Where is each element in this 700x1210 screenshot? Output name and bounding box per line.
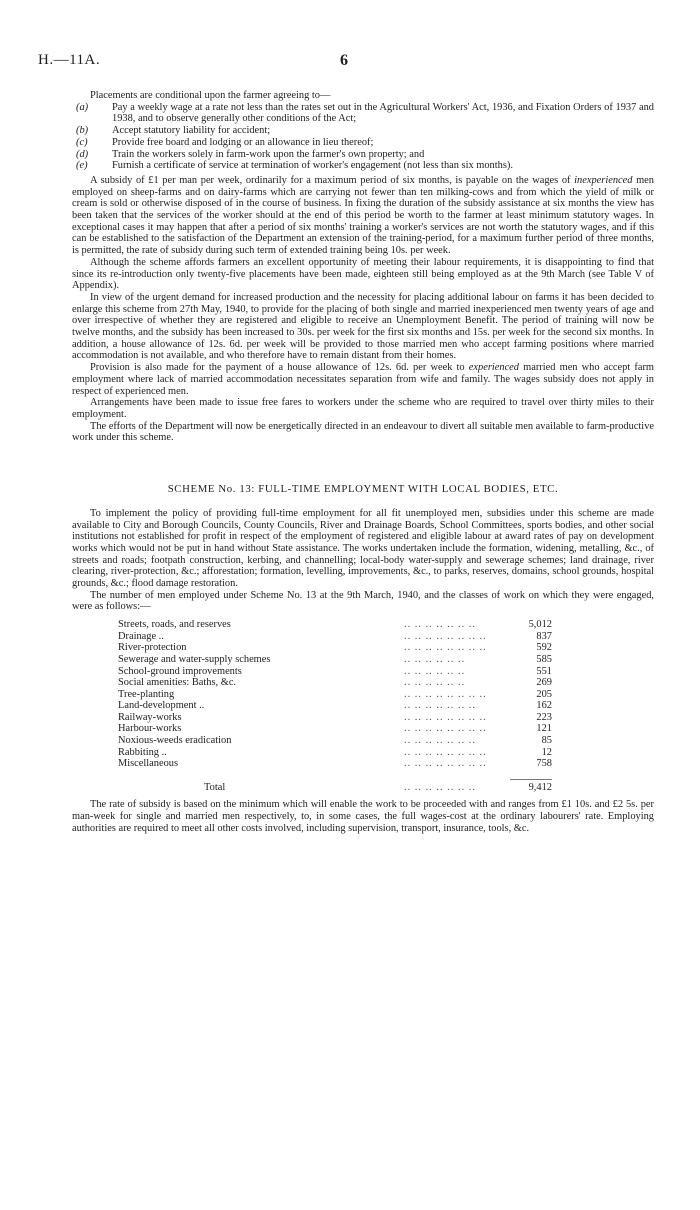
work-count: 551 xyxy=(536,665,552,677)
conditions-intro: Placements are conditional upon the farmer agreeing to— xyxy=(90,90,331,101)
body-text xyxy=(72,90,654,835)
scheme-employment-intro: The number of men employed under Scheme No. 13 at the 9th March, 1940, and the classes of work on which they were engaged, were as follows:— xyxy=(72,589,654,613)
condition-text: Furnish a certificate of service at termination of worker's engagement (not less than six months). xyxy=(112,160,513,172)
condition-item xyxy=(72,149,654,161)
work-count: 162 xyxy=(536,700,552,712)
total-count: 9,412 xyxy=(528,781,552,793)
condition-text: Pay a weekly wage at a rate not less than the rates set out in the Agricultural Workers' Act, 1936, and Fixation Orders of 1937 and 1938, and to observe generally other conditions of the Act; xyxy=(112,101,654,125)
table-row xyxy=(118,700,552,712)
condition-item xyxy=(72,125,654,137)
leader-dots: .. .. .. .. .. .. .. .. xyxy=(404,723,487,735)
leader-dots: .. .. .. .. .. .. xyxy=(404,665,466,677)
work-count: 85 xyxy=(541,735,552,747)
work-count: 5,012 xyxy=(528,619,552,631)
table-row xyxy=(118,677,552,689)
leader-dots: .. .. .. .. .. .. xyxy=(404,677,466,689)
work-category: Tree-planting xyxy=(118,688,175,700)
work-count: 269 xyxy=(536,677,552,689)
total-label: Total xyxy=(204,781,226,793)
enlargement-paragraph: In view of the urgent demand for increased production and the necessity for placing additional labour on farms it has been decided to enlarge this scheme from 27th May, 1940, to provide for the placing of both single and married inexperienced men twenty years of age and over irrespective of whether they are registered and eligible to receive an Unemployment Benefit. The period of training will now be twelve months, and the subsidy has been increased to 30s. per week for the first six months and 15s. per week for the second six months. In addition, a house allowance of 12s. 6d. per week will be provided to those married men who accept farming positions where married accommodation is not available, and who therefore have to remain distant from their homes. xyxy=(72,291,654,362)
work-category: Drainage .. xyxy=(118,630,164,642)
free-fares-paragraph: Arrangements have been made to issue free fares to workers under the scheme who are required to travel over thirty miles to their employment. xyxy=(72,397,654,420)
table-row xyxy=(118,666,552,678)
work-category: School-ground improvements xyxy=(118,665,242,677)
condition-text: Provide free board and lodging or an allowance in lieu thereof; xyxy=(112,136,374,148)
work-category: Miscellaneous xyxy=(118,758,179,770)
leader-dots: .. .. .. .. .. .. .. .. xyxy=(404,758,487,770)
leader-dots: .. .. .. .. .. .. .. .. xyxy=(404,711,487,723)
table-row xyxy=(118,712,552,724)
table-row xyxy=(118,758,552,770)
leader-dots: .. .. .. .. .. .. .. xyxy=(404,700,476,712)
leader-dots: .. .. .. .. .. .. .. .. xyxy=(404,746,487,758)
sum-rule xyxy=(510,770,552,780)
table-row xyxy=(118,642,552,654)
leader-dots: .. .. .. .. .. .. .. xyxy=(404,781,476,793)
total-row xyxy=(118,779,552,793)
table-row xyxy=(118,735,552,747)
leader-dots: .. .. .. .. .. .. xyxy=(404,653,466,665)
condition-marker: (e) xyxy=(76,160,88,172)
table-row xyxy=(118,723,552,735)
work-count: 585 xyxy=(536,653,552,665)
condition-text: Train the workers solely in farm-work upon the farmer's own property; and xyxy=(112,148,425,160)
work-count: 121 xyxy=(536,723,552,735)
work-category: Railway-works xyxy=(118,711,182,723)
table-row xyxy=(118,631,552,643)
condition-marker: (b) xyxy=(76,125,89,137)
document-code: H.—11A. xyxy=(38,52,101,68)
subsidy-text-end: men employed on sheep-farms and on dairy-farms which are carrying not fewer than ten milking-cows and from which the yield of milk or cream is sold or otherwise disposed of in the course of business. In fixing the duration of the subsidy assistance at six months the view has been taken that the services of the worker should at the end of this period be worth to the farmer at least minimum statutory wages. In exceptional cases it may happen that after a period of six months' training a worker's services are not worth the statutory wages, and if this can be established to the satisfaction of the Department an extension of the training-period, for a maximum further period of three months, is permitted, the rate of subsidy during such term of extended training being 10s. per week. xyxy=(72,174,654,257)
scheme-heading: SCHEME No. 13: FULL-TIME EMPLOYMENT WITH LOCAL BODIES, ETC. xyxy=(167,483,559,496)
leader-dots: .. .. .. .. .. .. .. xyxy=(404,619,476,631)
condition-text: Accept statutory liability for accident; xyxy=(112,125,271,137)
works-table xyxy=(118,619,552,793)
table-row xyxy=(118,619,552,631)
page-number: 6 xyxy=(340,52,348,69)
subsidy-rate-paragraph: The rate of subsidy is based on the minimum which will enable the work to be proceeded with and ranges from £1 10s. and £2 5s. per man-week for single and married men respectively, to, in some cases, the full wages-cost at the ordinary labourers' rate. Employing authorities are required to meet all other costs involved, including supervision, transport, insurance, tools, &c. xyxy=(72,799,654,834)
subsidy-text-start: A subsidy of £1 per man per week, ordinarily for a maximum period of six months, is payable on the wages of xyxy=(90,174,575,186)
work-category: Rabbiting .. xyxy=(118,746,167,758)
condition-marker: (d) xyxy=(76,148,89,160)
work-category: Sewerage and water-supply schemes xyxy=(118,653,271,665)
scheme-description-paragraph: To implement the policy of providing full-time employment for all fit unemployed men, subsidies under this scheme are made available to City and Borough Councils, County Councils, River and Drainage Boards, School Committees, sports bodies, and other social institutions not established for profit in respect of the employment of registered and eligible labour at award rates of pay on development works which would not be put in hand without State assistance. The works undertaken include the formation, widening, metalling, &c., of streets and roads; footpath construction, kerbing, and channelling; local-body water-supply and sewerage schemes; land drainage, river clearing, river-protection, &c.; afforestation; formation, levelling, improvements, &c., to parks, reserves, domains, school grounds, hospital grounds, &c.; flood damage restoration. xyxy=(72,507,654,590)
work-category: Social amenities: Baths, &c. xyxy=(118,677,237,689)
sum-rule-spacer xyxy=(404,770,510,780)
table-row xyxy=(118,747,552,759)
condition-item xyxy=(72,102,654,125)
condition-item xyxy=(72,160,654,172)
emphasis-experienced: experienced xyxy=(468,362,519,374)
work-category: Streets, roads, and reserves xyxy=(118,619,231,631)
work-category: Land-development .. xyxy=(118,700,205,712)
table-row xyxy=(118,689,552,701)
work-category: Noxious-weeds eradication xyxy=(118,735,232,747)
condition-item xyxy=(72,137,654,149)
sum-rule-spacer xyxy=(118,770,404,780)
condition-marker: (c) xyxy=(76,136,88,148)
subsidy-paragraph xyxy=(72,175,654,257)
conditions-list xyxy=(72,102,654,172)
leader-dots: .. .. .. .. .. .. .. xyxy=(404,735,476,747)
leader-dots: .. .. .. .. .. .. .. .. xyxy=(404,642,487,654)
leader-dots: .. .. .. .. .. .. .. .. xyxy=(404,688,487,700)
work-count: 837 xyxy=(536,630,552,642)
house-allowance-text-start: Provision is also made for the payment of a house allowance of 12s. 6d. per week to xyxy=(90,362,469,374)
work-count: 223 xyxy=(536,711,552,723)
work-category: Harbour-works xyxy=(118,723,182,735)
leader-dots: .. .. .. .. .. .. .. .. xyxy=(404,630,487,642)
work-category: River-protection xyxy=(118,642,187,654)
sum-rule-row xyxy=(118,770,552,780)
department-efforts-paragraph: The efforts of the Department will now be energetically directed in an endeavour to divert all suitable men available to farm-productive work under this scheme. xyxy=(72,420,654,444)
condition-marker: (a) xyxy=(76,101,89,113)
table-row xyxy=(118,654,552,666)
work-count: 205 xyxy=(536,688,552,700)
placements-paragraph: Although the scheme affords farmers an excellent opportunity of meeting their labour requirements, it is disappointing to find that since its re-introduction only twenty-five placements have been made, eighteen still being employed as at the 9th March (see Table V of Appendix). xyxy=(72,256,654,292)
work-count: 12 xyxy=(541,746,552,758)
work-count: 592 xyxy=(536,642,552,654)
house-allowance-text-end: married men who accept farm employment where lack of married accommodation necessitates separation from wife and family. The wages subsidy does not apply in respect of experienced men. xyxy=(72,362,655,397)
page-header xyxy=(38,52,662,74)
house-allowance-paragraph xyxy=(72,362,654,397)
emphasis-inexperienced: inexperienced xyxy=(574,174,633,186)
work-count: 758 xyxy=(536,758,552,770)
